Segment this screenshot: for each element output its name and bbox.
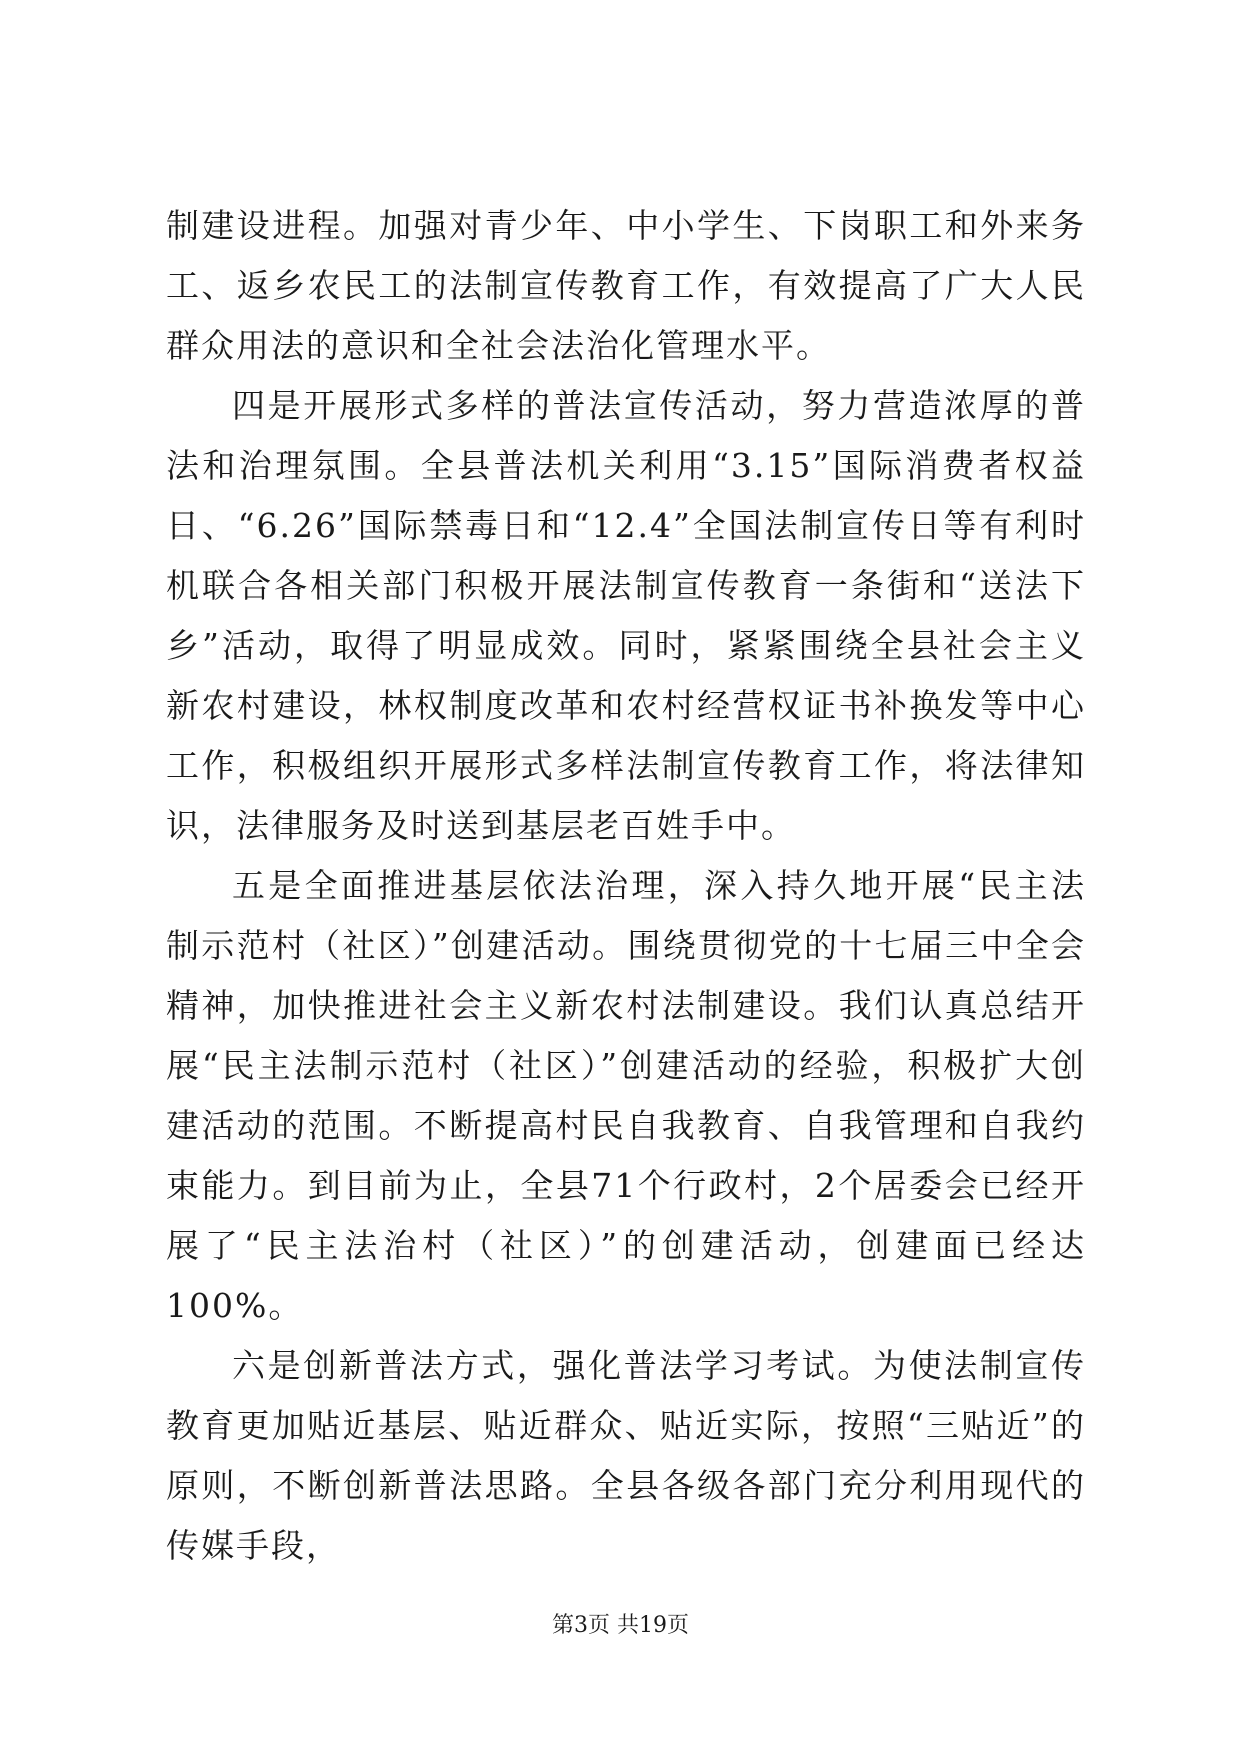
document-body — [166, 196, 1086, 1576]
paragraph-continuation: 制建设进程。加强对青少年、中小学生、下岗职工和外来务工、返乡农民工的法制宣传教育工作，有效提高了广大人民群众用法的意识和全社会法治化管理水平。 — [166, 206, 1086, 365]
page-number-footer: 第3页 共19页 — [552, 1613, 689, 1638]
paragraph-item-six: 六是创新普法方式，强化普法学习考试。为使法制宣传教育更加贴近基层、贴近群众、贴近实际，按照“三贴近”的原则，不断创新普法思路。全县各级各部门充分利用现代的传媒手段， — [166, 1346, 1086, 1565]
paragraph-item-five: 五是全面推进基层依法治理，深入持久地开展“民主法制示范村（社区）”创建活动。围绕贯彻党的十七届三中全会精神，加快推进社会主义新农村法制建设。我们认真总结开展“民主法制示范村（社区）”创建活动的经验，积极扩大创建活动的范围。不断提高村民自我教育、自我管理和自我约束能力。到目前为止，全县71个行政村，2个居委会已经开展了“民主法治村（社区）”的创建活动，创建面已经达100%。 — [166, 866, 1086, 1325]
paragraph-item-four: 四是开展形式多样的普法宣传活动，努力营造浓厚的普法和治理氛围。全县普法机关利用“3.15”国际消费者权益日、“6.26”国际禁毒日和“12.4”全国法制宣传日等有利时机联合各相关部门积极开展法制宣传教育一条街和“送法下乡”活动，取得了明显成效。同时，紧紧围绕全县社会主义新农村建设，林权制度改革和农村经营权证书补换发等中心工作，积极组织开展形式多样法制宣传教育工作，将法律知识，法律服务及时送到基层老百姓手中。 — [166, 386, 1086, 845]
